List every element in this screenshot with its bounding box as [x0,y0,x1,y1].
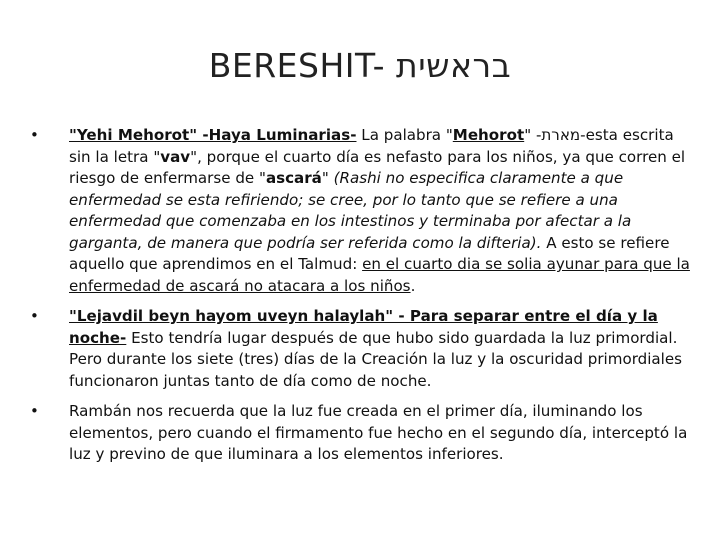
bullet-text: Rambán nos recuerda que la luz fue creada en el primer día, iluminando los elementos, pero cuando el firmamento fue hecho en el segundo día, interceptó la luz y previno de que iluminara a los elementos inferiores. [69,402,688,463]
term-vav: vav [160,147,191,166]
bullet-heading: "Lejavdil beyn hayom uveyn halaylah" - Para separar entre el día y la noche- [69,307,658,347]
hebrew-term: מארת [541,126,581,144]
bullet-heading: "Yehi Mehorot" -Haya Luminarias- [69,126,357,144]
term-mehorot: Mehorot [452,126,525,144]
term-ascara: ascará [265,169,322,187]
bullet-item-ramban [30,401,694,466]
bullet-dot-icon: • [30,402,39,420]
bullet-dot-icon: • [30,126,39,144]
page-title [0,46,720,85]
title-hebrew: בראשית [396,46,512,85]
bullet-list [30,125,694,475]
bullet-item-mehorot [30,125,694,297]
bullet-text: . [410,276,416,295]
bullet-text: " [321,169,334,187]
bullet-text: A esto se refiere aquello que aprendimos en el Talmud: [69,233,670,273]
bullet-text: Esto tendría lugar después de que hubo sido guardada la luz primordial. Pero durante los siete (tres) días de la Creación la luz y la oscuridad primordiales funcionaron juntas tanto de día como de noche. [69,328,682,390]
bullet-text: ", porque el cuarto día es nefasto para los niños, ya que corren el riesgo de enfermarse de " [69,147,686,187]
italic-note: (Rashi no especifica claramente a que enfermedad se esta refiriendo; se cree, por lo tanto que se refiere a una enfermedad que comenzaba en los intestinos y terminaba por afectar a la garganta, de manera que podría ser referida como la difteria). [69,169,632,252]
talmud-quote: en el cuarto dia se solia ayunar para que la enfermedad de ascará no atacara a los niños [69,255,690,295]
bullet-text: La palabra " [356,126,453,144]
bullet-item-lejavdil [30,306,694,392]
bullet-dot-icon: • [30,307,39,325]
bullet-text: " - [524,126,542,144]
bullet-text: -esta escrita sin la letra " [69,126,674,166]
title-latin: BERESHIT- [208,46,386,85]
